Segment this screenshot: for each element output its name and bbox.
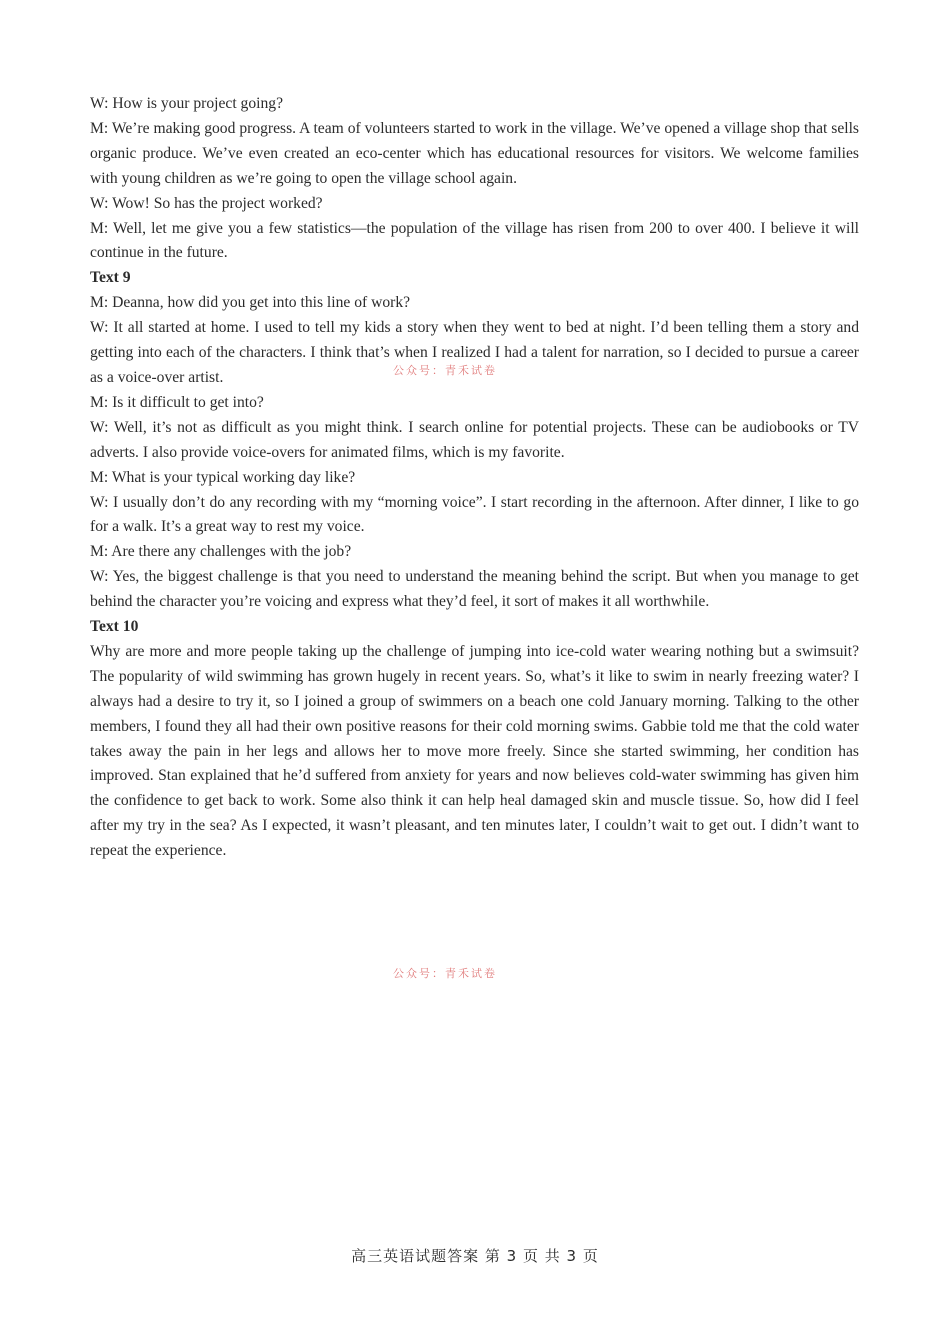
- paragraph: W: Wow! So has the project worked?: [90, 194, 323, 212]
- document-body: [90, 92, 859, 864]
- paragraph: W: How is your project going?: [90, 95, 284, 112]
- paragraph: W: Well, it’s not as difficult as you might think. I search online for potential projects. These can be audiobooks or TV adverts. I also provide voice-overs for animated films, which is my favorite.: [90, 418, 859, 461]
- paragraph: Why are more and more people taking up the challenge of jumping into ice-cold water wearing nothing but a swimsuit? The popularity of wild swimming has grown hugely in recent years. So, what’s it like to swim in nearly freezing water? I always had a desire to try it, so I joined a group of swimmers on a beach one cold January morning. Talking to the other members, I found they all had their own positive reasons for their cold morning swims. Gabbie told me that the cold water takes away the pain in her legs and allows her to move more freely. Since she started swimming, her condition has improved. Stan explained that he’d suffered from anxiety for years and now believes cold-water swimming has given him the confidence to get back to work. Some also think it can help heal damaged skin and muscle tissue. So, how did I feel after my try in the sea? As I expected, it wasn’t pleasant, and ten minutes later, I couldn’t wait to get out. I didn’t want to repeat the experience.: [90, 642, 859, 860]
- paragraph: M: Deanna, how did you get into this line of work?: [90, 294, 411, 312]
- watermark: 公众号：青禾试卷: [393, 364, 497, 377]
- paragraph: W: It all started at home. I used to tell my kids a story when they went to bed at night. I’d been telling them a story and getting into each of the characters. I think that’s when I realized I had a talent for narration, so I decided to pursue a career as a voice-over artist.: [90, 319, 859, 386]
- watermark: 公众号：青禾试卷: [393, 967, 497, 980]
- paragraph: M: Are there any challenges with the job?: [90, 543, 352, 561]
- paragraph: M: Well, let me give you a few statistics—the population of the village has risen from 200 to over 400. I believe it will continue in the future.: [90, 219, 859, 262]
- paragraph: M: What is your typical working day like?: [90, 468, 356, 486]
- paragraph: W: I usually don’t do any recording with my “morning voice”. I start recording in the afternoon. After dinner, I like to go for a walk. It’s a great way to rest my voice.: [90, 493, 859, 536]
- section-heading: Text 9: [90, 269, 131, 287]
- section-heading: Text 10: [90, 618, 139, 636]
- page-footer: 高三英语试题答案 第 3 页 共 3 页: [351, 1247, 599, 1265]
- paragraph: M: We’re making good progress. A team of volunteers started to work in the village. We’ve opened a village shop that sells organic produce. We’ve even created an eco-center which has educational resources for visitors. We welcome families with young children as we’re going to open the village school again.: [90, 119, 859, 187]
- paragraph: W: Yes, the biggest challenge is that you need to understand the meaning behind the script. But when you manage to get behind the character you’re voicing and express what they’d feel, it sort of makes it all worthwhile.: [90, 568, 859, 611]
- paragraph: M: Is it difficult to get into?: [90, 393, 264, 411]
